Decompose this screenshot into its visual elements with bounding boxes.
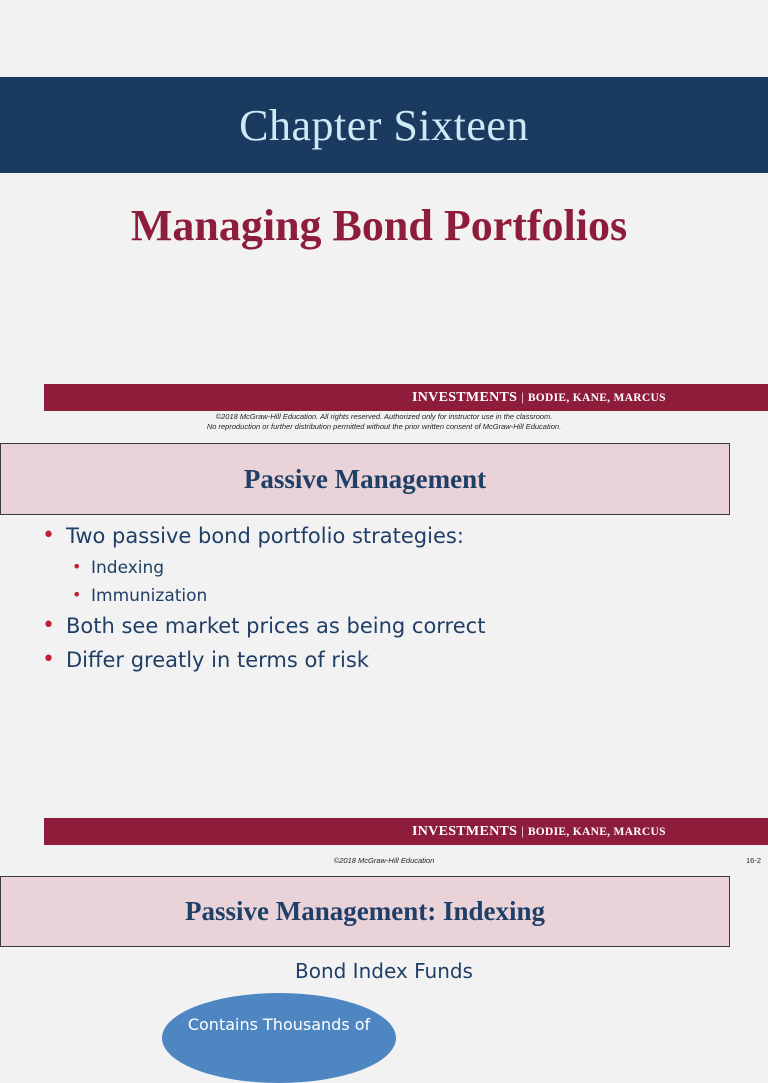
footer-separator: | — [521, 389, 524, 404]
bullet-icon: • — [72, 557, 82, 576]
copyright-notice: ©2018 McGraw-Hill Education — [333, 856, 435, 865]
list-item: • Both see market prices as being correct — [42, 613, 486, 638]
diagram-oval — [162, 993, 396, 1083]
footer-banner — [44, 384, 768, 411]
footer-authors: BODIE, KANE, MARCUS — [527, 392, 666, 404]
slide-title: Passive Management — [243, 463, 487, 494]
list-item: • Indexing — [72, 557, 165, 578]
list-item: • Differ greatly in terms of risk — [42, 647, 369, 672]
bullet-icon: • — [42, 613, 55, 638]
bullet-list — [42, 524, 485, 682]
footer-banner — [44, 818, 768, 845]
bullet-icon: • — [42, 647, 55, 672]
list-item: • Two passive bond portfolio strategies: — [42, 523, 464, 548]
copyright-line-2: No reproduction or further distribution permitted without the prior written consent of McGraw-Hill Education. — [206, 422, 562, 431]
chapter-banner — [0, 77, 768, 173]
bullet-icon: • — [72, 585, 82, 604]
page-number: 16-2 — [746, 856, 762, 865]
diagram-heading: Bond Index Funds — [295, 959, 473, 983]
copyright-notice — [0, 412, 768, 432]
chapter-title: Chapter Sixteen — [239, 100, 529, 150]
list-item: • Immunization — [72, 585, 208, 606]
footer-authors: BODIE, KANE, MARCUS — [527, 826, 666, 838]
bullet-icon: • — [42, 523, 55, 548]
slide-title: Managing Bond Portfolios — [130, 201, 628, 250]
oval-label: Contains Thousands of — [187, 1015, 371, 1034]
slide-title-box — [0, 876, 730, 947]
slide-title-box — [0, 443, 730, 515]
footer-separator: | — [521, 823, 524, 838]
footer-text — [412, 823, 666, 840]
footer-brand: INVESTMENTS — [412, 390, 518, 405]
footer-text — [412, 389, 666, 406]
slide-title: Passive Management: Indexing — [185, 896, 545, 926]
copyright-line-1: ©2018 McGraw-Hill Education. All rights reserved. Authorized only for instructor use in the classroom. — [215, 412, 553, 421]
footer-brand: INVESTMENTS — [412, 824, 518, 839]
